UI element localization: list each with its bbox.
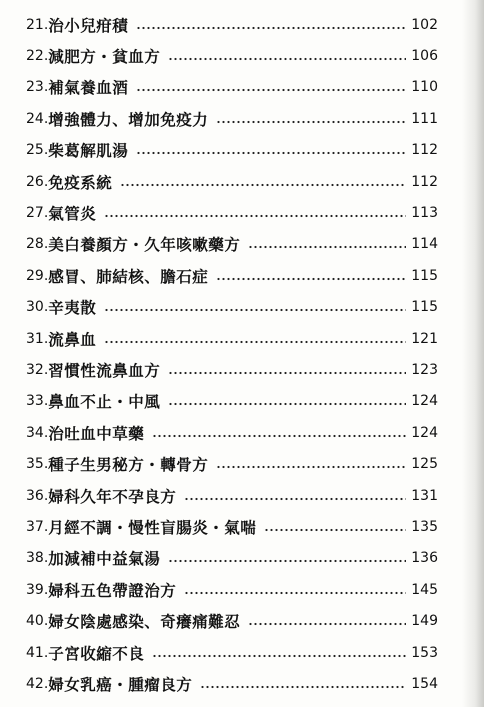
entry-number: 27.: [26, 205, 49, 222]
entry-page-number: 115: [411, 299, 438, 316]
toc-entry: [26, 574, 438, 605]
dot-leader: [168, 559, 406, 563]
entry-page-number: 106: [411, 48, 438, 65]
entry-title: 婦科久年不孕良方: [48, 486, 177, 506]
entry-number: 24.: [26, 110, 49, 127]
dot-leader: [216, 465, 406, 469]
toc-entry: [26, 668, 438, 699]
toc-entry: [26, 197, 438, 228]
entry-title: 習慣性流鼻血方: [48, 360, 161, 380]
entry-page-number: 124: [411, 424, 438, 441]
dot-leader: [136, 151, 406, 155]
entry-title: 月經不調・慢性盲腸炎・氣喘: [48, 517, 257, 537]
entry-number: 33.: [26, 393, 49, 410]
entry-number: 38.: [26, 550, 49, 567]
entry-number: 36.: [26, 487, 49, 504]
entry-number: 28.: [26, 236, 49, 253]
entry-title: 氣管炎: [48, 204, 97, 224]
entry-number: 31.: [26, 330, 49, 347]
entry-title: 柴葛解肌湯: [48, 141, 129, 161]
page-edge-shadow: [462, 0, 484, 707]
toc-entry: [26, 480, 438, 511]
toc-entry: [26, 292, 438, 323]
entry-title: 婦女陰處感染、奇癢痛難忍: [48, 612, 241, 632]
entry-page-number: 135: [411, 518, 438, 535]
entry-page-number: 111: [411, 110, 438, 127]
dot-leader: [152, 434, 406, 438]
entry-title: 補氣養血酒: [48, 78, 129, 98]
entry-page-number: 131: [411, 487, 438, 504]
entry-number: 21.: [26, 16, 49, 33]
toc-entry: [26, 386, 438, 417]
dot-leader: [120, 183, 406, 187]
toc-entry: [26, 103, 438, 134]
entry-number: 26.: [26, 173, 49, 190]
entry-number: 41.: [26, 644, 49, 661]
entry-page-number: 102: [411, 16, 438, 33]
entry-page-number: 121: [411, 330, 438, 347]
entry-title: 辛夷散: [48, 298, 97, 318]
toc-entry: [26, 605, 438, 636]
entry-title: 治小兒疳積: [48, 15, 129, 35]
toc-entry: [26, 40, 438, 71]
entry-title: 流鼻血: [48, 329, 97, 349]
entry-title: 加減補中益氣湯: [48, 549, 161, 569]
entry-title: 感冒、肺結核、膽石症: [48, 266, 209, 286]
dot-leader: [104, 214, 406, 218]
entry-title: 治吐血中草藥: [48, 423, 145, 443]
entry-page-number: 145: [411, 581, 438, 598]
entry-page-number: 153: [411, 644, 438, 661]
entry-number: 23.: [26, 79, 49, 96]
entry-page-number: 115: [411, 267, 438, 284]
entry-number: 29.: [26, 267, 49, 284]
dot-leader: [104, 308, 406, 312]
entry-number: 40.: [26, 613, 49, 630]
entry-title: 減肥方・貧血方: [48, 47, 161, 67]
toc-entry: [26, 166, 438, 197]
dot-leader: [136, 88, 406, 92]
toc-entry: [26, 511, 438, 542]
entry-number: 42.: [26, 675, 49, 692]
entry-page-number: 149: [411, 613, 438, 630]
entry-number: 35.: [26, 456, 49, 473]
entry-number: 39.: [26, 581, 49, 598]
entry-page-number: 123: [411, 361, 438, 378]
entry-number: 22.: [26, 48, 49, 65]
entry-page-number: 112: [411, 173, 438, 190]
dot-leader: [168, 57, 406, 61]
dot-leader: [248, 622, 406, 626]
toc-entry: [26, 72, 438, 103]
entry-page-number: 112: [411, 142, 438, 159]
dot-leader: [200, 685, 406, 689]
entry-number: 25.: [26, 142, 49, 159]
toc-entry: [26, 417, 438, 448]
entry-title: 婦科五色帶證治方: [48, 580, 177, 600]
entry-title: 種子生男秘方・轉骨方: [48, 455, 209, 475]
entry-number: 34.: [26, 424, 49, 441]
toc-entry: [26, 543, 438, 574]
dot-leader: [264, 528, 406, 532]
dot-leader: [184, 497, 406, 501]
entry-number: 30.: [26, 299, 49, 316]
entry-title: 子宮收縮不良: [48, 643, 145, 663]
entry-title: 美白養顏方・久年咳嗽藥方: [48, 235, 241, 255]
toc-entry: [26, 229, 438, 260]
dot-leader: [168, 402, 406, 406]
toc-entry: [26, 135, 438, 166]
dot-leader: [104, 340, 406, 344]
entry-page-number: 124: [411, 393, 438, 410]
entry-number: 32.: [26, 361, 49, 378]
toc-entry: [26, 260, 438, 291]
dot-leader: [136, 26, 406, 30]
dot-leader: [248, 245, 406, 249]
entry-page-number: 154: [411, 675, 438, 692]
entry-page-number: 110: [411, 79, 438, 96]
toc-entry: [26, 9, 438, 40]
dot-leader: [152, 654, 406, 658]
entry-page-number: 113: [411, 205, 438, 222]
toc-entry: [26, 637, 438, 668]
table-of-contents: [26, 9, 438, 700]
dot-leader: [216, 120, 406, 124]
toc-entry: [26, 323, 438, 354]
entry-title: 鼻血不止・中風: [48, 392, 161, 412]
entry-number: 37.: [26, 518, 49, 535]
entry-page-number: 136: [411, 550, 438, 567]
dot-leader: [168, 371, 406, 375]
toc-entry: [26, 448, 438, 479]
entry-page-number: 125: [411, 456, 438, 473]
toc-entry: [26, 354, 438, 385]
dot-leader: [184, 591, 406, 595]
entry-title: 免疫系統: [48, 172, 113, 192]
entry-title: 增強體力、增加免疫力: [48, 109, 209, 129]
dot-leader: [216, 277, 406, 281]
entry-page-number: 114: [411, 236, 438, 253]
entry-title: 婦女乳癌・腫瘤良方: [48, 674, 193, 694]
